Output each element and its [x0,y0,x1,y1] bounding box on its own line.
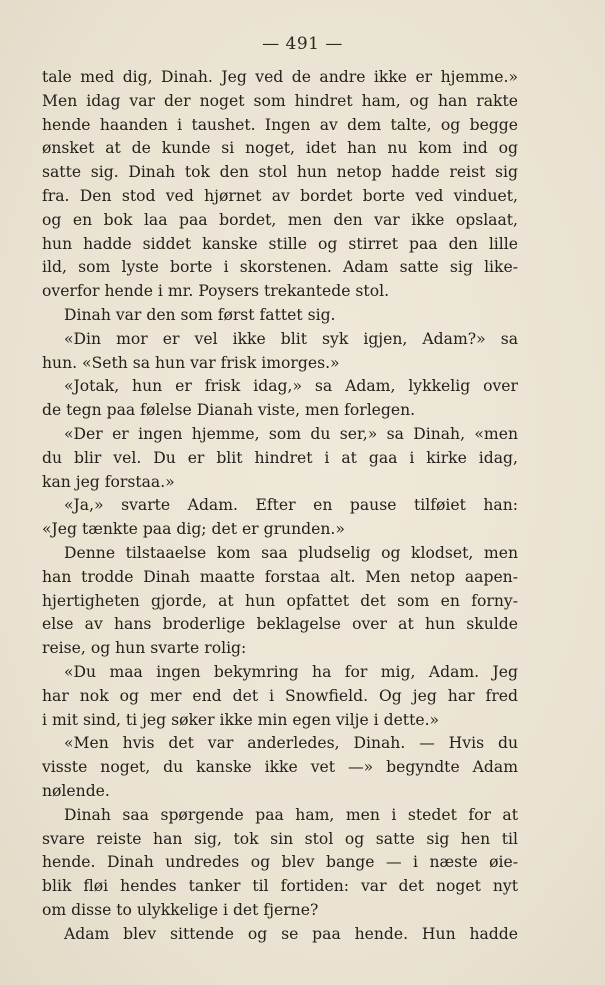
text-line: han trodde Dinah maatte forstaa alt. Men netop aapen- [42,567,518,586]
text-line: hun. «Seth sa hun var frisk imorges.» [42,353,340,372]
text-line: og en bok laa paa bordet, men den var ikke opslaat, [42,210,518,229]
text-line: har nok og mer end det i Snowfield. Og jeg har fred [42,686,518,705]
body-text [42,66,518,946]
text-line: «Der er ingen hjemme, som du ser,» sa Dinah, «men [64,424,518,443]
text-line: nølende. [42,781,110,800]
text-line: ild, som lyste borte i skorstenen. Adam satte sig like- [42,258,518,277]
text-line: om disse to ulykkelige i det fjerne? [42,900,319,919]
text-line: du blir vel. Du er blit hindret i at gaa i kirke idag, [42,448,518,467]
text-line: «Du maa ingen bekymring ha for mig, Adam. Jeg [64,662,518,681]
text-line: kan jeg forstaa.» [42,472,175,491]
text-line: Dinah var den som først fattet sig. [64,305,336,324]
text-line: blik fløi hendes tanker til fortiden: var det noget nyt [42,877,518,896]
text-line: Denne tilstaaelse kom saa pludselig og klodset, men [64,543,518,562]
text-line: «Jotak, hun er frisk idag,» sa Adam, lykkelig over [64,377,518,396]
text-line: tale med dig, Dinah. Jeg ved de andre ikke er hjemme.» [42,68,518,86]
text-line: visste noget, du kanske ikke vet —» begyndte Adam [42,758,518,777]
text-line: ønsket at de kunde si noget, idet han nu kom ind og [42,139,518,158]
text-line: Dinah saa spørgende paa ham, men i stedet for at [64,805,518,824]
text-line: fra. Den stod ved hjørnet av bordet borte ved vinduet, [42,186,518,205]
text-line: i mit sind, ti jeg søker ikke min egen vilje i dette.» [42,710,440,729]
text-line: «Jeg tænkte paa dig; det er grunden.» [42,520,345,539]
text-line: «Din mor er vel ikke blit syk igjen, Adam?» sa [64,329,518,348]
text-line: svare reiste han sig, tok sin stol og satte sig hen til [42,829,518,848]
text-line: hende haanden i taushet. Ingen av dem talte, og begge [42,115,518,134]
text-line: overfor hende i mr. Poysers trekantede stol. [42,282,390,301]
text-line: «Ja,» svarte Adam. Efter en pause tilføiet han: [64,496,518,515]
text-line: hende. Dinah undredes og blev bange — i næste øie- [42,853,518,872]
text-line: satte sig. Dinah tok den stol hun netop hadde reist sig [42,163,518,182]
page-number: — 491 — [262,34,343,54]
text-line: Men idag var der noget som hindret ham, og han rakte [42,91,518,110]
text-line: Adam blev sittende og se paa hende. Hun hadde [64,924,518,943]
text-line: hjertigheten gjorde, at hun opfattet det som en forny- [42,591,518,610]
text-line: «Men hvis det var anderledes, Dinah. — Hvis du [64,734,518,753]
text-line: else av hans broderlige beklagelse over at hun skulde [42,615,518,634]
text-line: de tegn paa følelse Dianah viste, men forlegen. [42,401,416,420]
text-line: hun hadde siddet kanske stille og stirret paa den lille [42,234,518,253]
text-line: reise, og hun svarte rolig: [42,639,247,658]
